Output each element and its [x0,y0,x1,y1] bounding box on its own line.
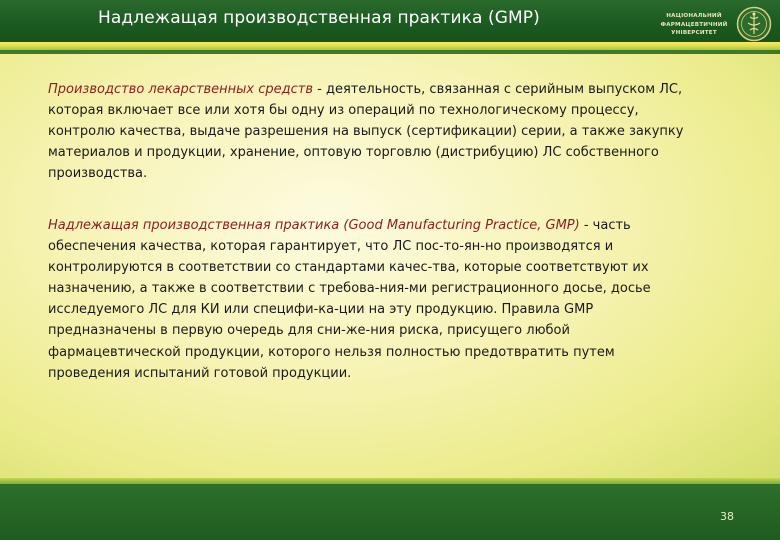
definition-text: - деятельность, связанная с серийным выпуском ЛС, которая включает все или хотя бы одну из операций по технологическому процессу, контролю качества, выдаче разрешения на выпуск (сертификации) серии, а также закупку материалов и продукции, хранение, оптовую торговлю (дистрибуцию) ЛС собственного производства. [48,82,684,182]
university-emblem-icon [736,6,772,42]
definition-text: - часть обеспечения качества, которая гарантирует, что ЛС пос-то-ян-но производятся и контролируются в соответствии со стандартами качес-тва, которые соответствуют их назначению, а также в соответствии с требова-ния-ми регистрационного досье, досье исследуемого ЛС для КИ или специфи-ка-ции на эту продукцию. Правила GMP предназначены в первую очередь для сни-же-ния риска, присущего любой фармацевтической продукции, которого нельзя полностью предотвратить путем проведения испытаний готовой продукции. [48,218,651,381]
header-accent-stripe [0,42,780,50]
university-name-line: НАЦІОНАЛЬНИЙ [666,13,722,19]
definition-paragraph [48,79,688,184]
university-name [660,12,728,38]
university-name-line: УНІВЕРСИТЕТ [671,30,717,36]
page-number: 38 [720,510,734,523]
defined-term: Надлежащая производственная практика (Good Manufacturing Practice, GMP) [48,218,580,233]
defined-term: Производство лекарственных средств [48,82,314,97]
slide-header [0,0,780,42]
slide-title: Надлежащая производственная практика (GMP) [98,8,540,28]
definition-paragraph [48,215,688,384]
university-name-line: ФАРМАЦЕВТИЧНИЙ [660,21,728,28]
slide-footer [0,484,780,540]
